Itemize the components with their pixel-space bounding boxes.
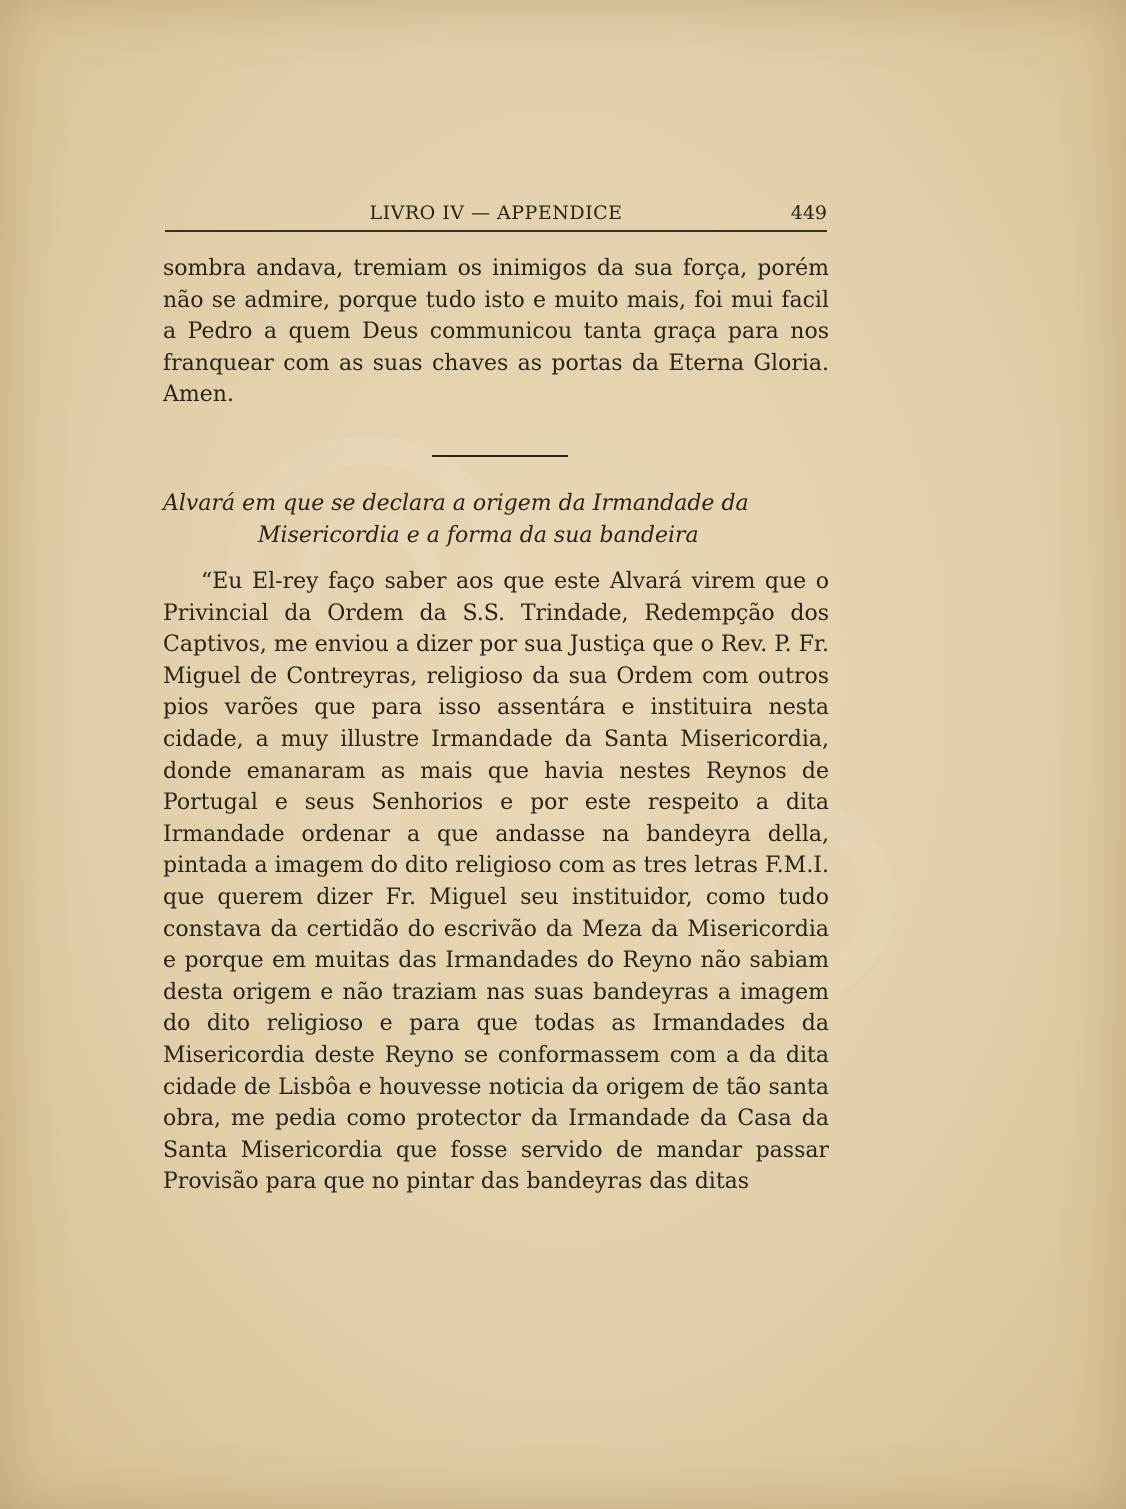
header-title: LIVRO IV — APPENDICE [369,202,623,224]
paragraph-continued: sombra andava, tremiam os inimigos da sua força, porém não se admire, porque tudo isto e muito mais, foi mui facil a Pedro a quem Deus communicou tanta graça para nos franquear com as suas chaves as portas da Eterna Gloria. Amen. [163,256,829,408]
section-heading-line-2: Misericordia e a forma da sua bandeira [258,523,699,548]
page-number: 449 [790,202,827,224]
running-header [165,200,827,232]
header-rule [165,230,827,232]
alvara-paragraph: “Eu El-rey faço saber aos que este Alvará virem que o Privincial da Ordem da S.S. Trindade, Redempção dos Captivos, me enviou a dizer por sua Justiça que o Rev. P. Fr. Miguel de Contreyras, religioso da sua Ordem com outros pios varões que para isso assentára e instituira nesta cidade, a muy illustre Irmandade da Santa Misericordia, donde emanaram as mais que havia nestes Reynos de Portugal e seus Senhorios e por este respeito a dita Irmandade ordenar a que andasse na bandeyra della, pintada a imagem do dito religioso com as tres letras F.M.I. que querem dizer Fr. Miguel seu instituidor, como tudo constava da certidão do escrivão da Meza da Misericordia e porque em muitas das Irmandades do Reyno não sabiam desta origem e não traziam nas suas bandeyras a imagem do dito religioso e para que todas as Irmandades da Misericordia deste Reyno se conformassem com a da dita cidade de Lisbôa e houvesse noticia da origem de tão santa obra, me pedia como protector da Irmandade da Casa da Santa Misericordia que fosse servido de mandar passar Provisão para que no pintar das bandeyras das ditas [163,569,829,1195]
section-divider [432,455,568,457]
section-heading [163,488,829,552]
section-heading-line-1: Alvará em que se declara a origem da Irmandade da [163,491,749,516]
